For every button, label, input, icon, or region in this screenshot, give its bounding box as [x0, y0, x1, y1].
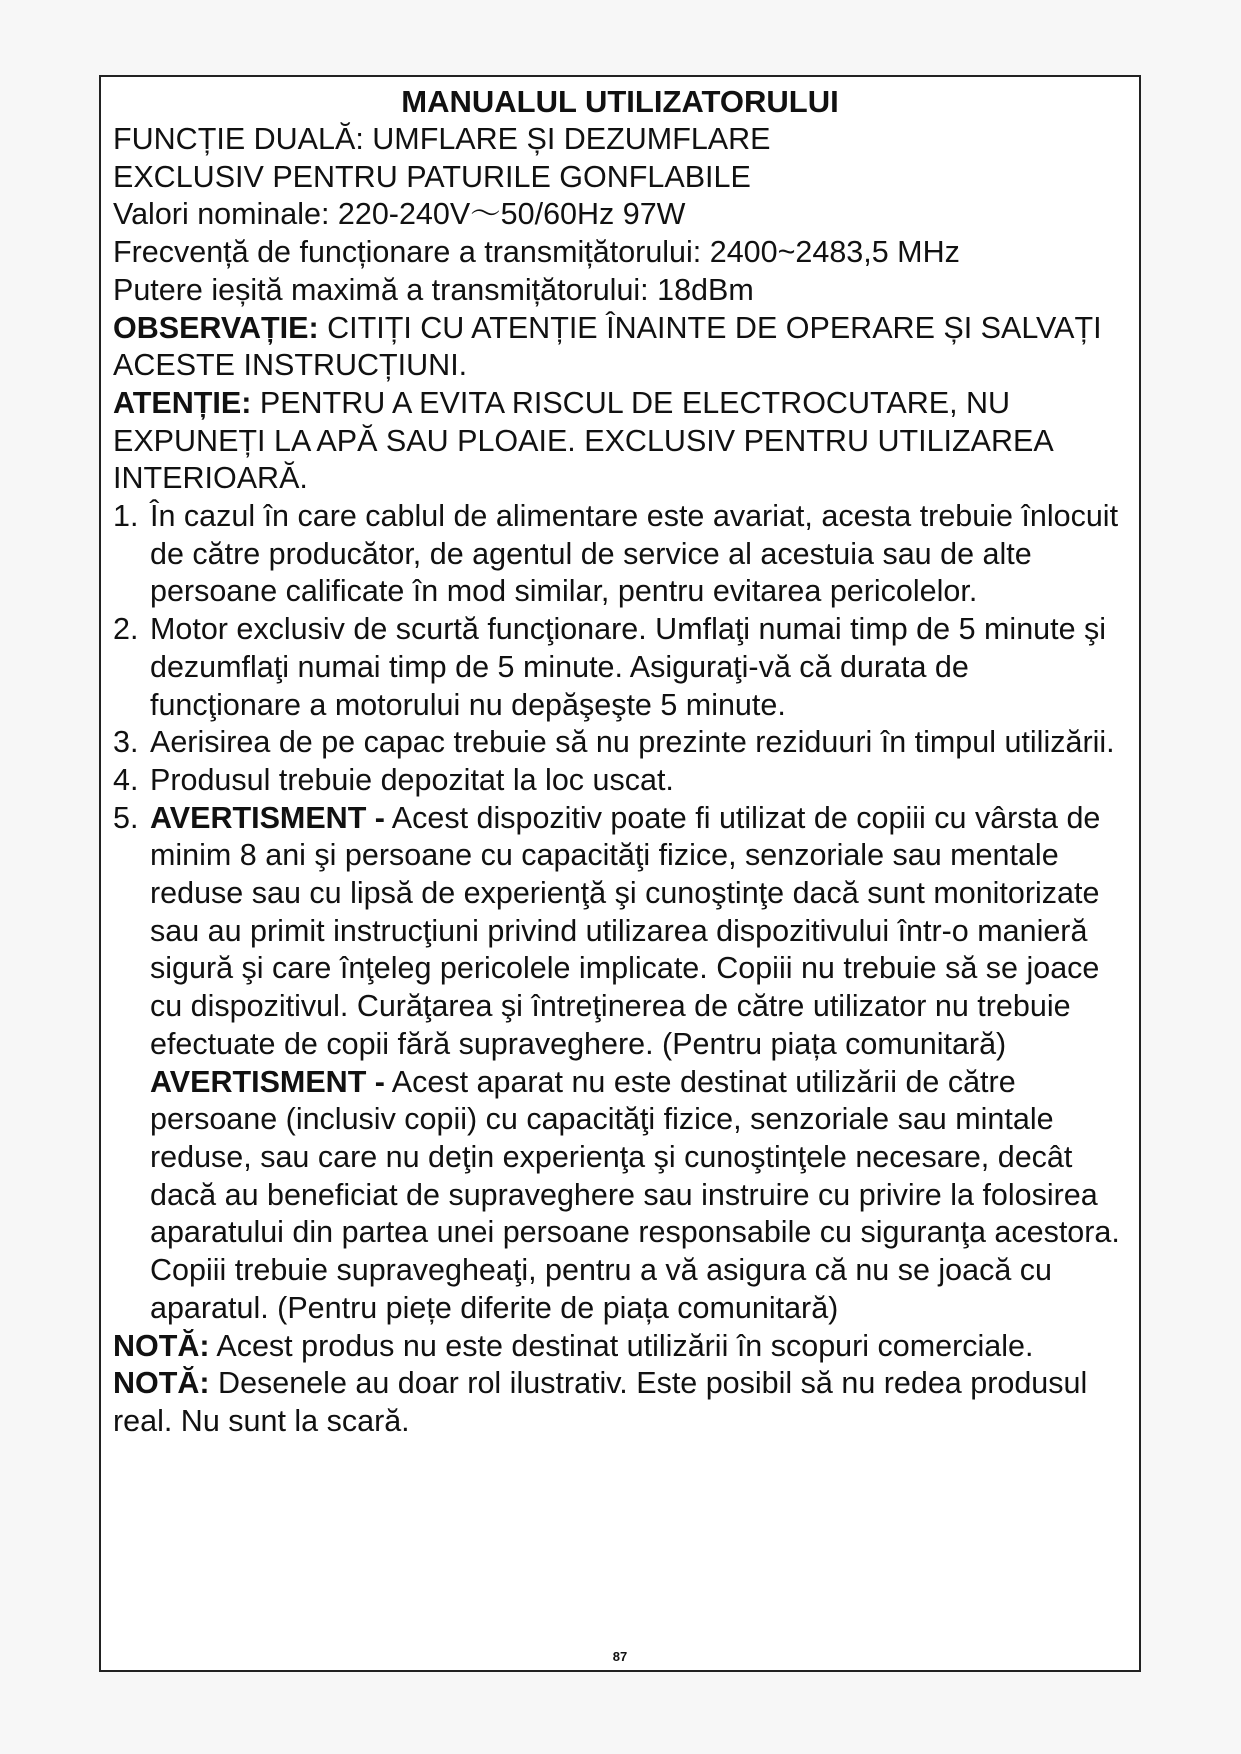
- list-item: [113, 762, 1127, 800]
- item-number: 5.: [113, 800, 139, 835]
- list-item: [113, 611, 1127, 724]
- header-line-exclusive: EXCLUSIV PENTRU PATURILE GONFLABILE: [113, 159, 751, 194]
- atentie-note: [113, 385, 1127, 498]
- nota-commercial: [113, 1328, 1127, 1366]
- item-number: 4.: [113, 762, 139, 797]
- item-number: 1.: [113, 499, 139, 534]
- item-text: Aerisirea de pe capac trebuie să nu prezinte reziduuri în timpul utilizării.: [150, 725, 1115, 760]
- nota-text: Desenele au doar rol ilustrativ. Este posibil să nu redea produsul real. Nu sunt la scară.: [113, 1366, 1088, 1438]
- item-text: Produsul trebuie depozitat la loc uscat.: [150, 762, 674, 797]
- item-text: Motor exclusiv de scurtă funcţionare. Umflaţi numai timp de 5 minute şi dezumflaţi numai timp de 5 minute. Asiguraţi-vă că durata de funcţionare a motorului nu depăşeşte 5 minute.: [150, 612, 1107, 722]
- warning-label: AVERTISMENT -: [150, 800, 385, 835]
- header-line-power: Putere ieșită maximă a transmițătorului: 18dBm: [113, 272, 754, 307]
- atentie-label: ATENȚIE:: [113, 385, 252, 420]
- item-text: În cazul în care cablul de alimentare este avariat, acesta trebuie înlocuit de către producător, de agentul de service al acestuia sau de alte persoane calificate în mod similar, pentru evitarea pericolelor.: [150, 499, 1119, 609]
- list-item-warning: [113, 800, 1127, 1064]
- nota-label: NOTĂ:: [113, 1366, 210, 1401]
- second-warning: [113, 1064, 1127, 1328]
- manual-page-frame: [99, 75, 1141, 1672]
- warning-text: Acest dispozitiv poate fi utilizat de copiii cu vârsta de minim 8 ani şi persoane cu capacităţi fizice, senzoriale sau mentale reduse sau cu lipsă de experienţă şi cunoştinţe dacă sunt monitorizate sau au primit instrucţiuni privind utilizarea dispozitivului într-o manieră sigură şi care înţeleg pericolele implicate. Copiii nu trebuie să se joace cu dispozitivul. Curăţarea şi întreţinerea de către utilizator nu trebuie efectuate de copii fără supraveghere. (Pentru piața comunitară): [150, 800, 1101, 1061]
- observatie-text: CITIȚI CU ATENȚIE ÎNAINTE DE OPERARE ȘI SALVAȚI ACESTE INSTRUCȚIUNI.: [113, 310, 1102, 383]
- observatie-note: [113, 310, 1127, 385]
- warning-text: Acest aparat nu este destinat utilizării de către persoane (inclusiv copii) cu capacităţi fizice, senzoriale sau mintale reduse, sau care nu deţin experienţa şi cunoştinţele necesare, decât dacă au beneficiat de supraveghere sau instruire cu privire la folosirea aparatului din partea unei persoane responsabile cu siguranţa acestora. Copiii trebuie supravegheaţi, pentru a vă asigura că nu se joacă cu aparatul. (Pentru piețe diferite de piața comunitară): [150, 1064, 1120, 1325]
- item-number: 3.: [113, 725, 139, 760]
- item-number: 2.: [113, 612, 139, 647]
- header-line-function: FUNCȚIE DUALĂ: UMFLARE ȘI DEZUMFLARE: [113, 122, 771, 156]
- header-line-rating: Valori nominale: 220-240V～50/60Hz 97W: [113, 197, 686, 232]
- header-line-frequency: Frecvență de funcționare a transmițătorului: 2400~2483,5 MHz: [113, 235, 960, 270]
- nota-drawings: [113, 1365, 1127, 1440]
- atentie-text: PENTRU A EVITA RISCUL DE ELECTROCUTARE, NU EXPUNEȚI LA APĂ SAU PLOAIE. EXCLUSIV PENTRU UTILIZAREA INTERIOARĂ.: [113, 385, 1053, 496]
- item-text: [150, 800, 1127, 1064]
- nota-label: NOTĂ:: [113, 1328, 210, 1363]
- page-number: 87: [612, 1649, 628, 1664]
- observatie-label: OBSERVAȚIE:: [113, 310, 319, 345]
- page-title: MANUALUL UTILIZATORULUI: [401, 84, 839, 119]
- warning-label: AVERTISMENT -: [150, 1064, 385, 1099]
- nota-text: Acest produs nu este destinat utilizării în scopuri comerciale.: [209, 1328, 1034, 1363]
- list-item: [113, 498, 1127, 611]
- list-item: [113, 724, 1127, 762]
